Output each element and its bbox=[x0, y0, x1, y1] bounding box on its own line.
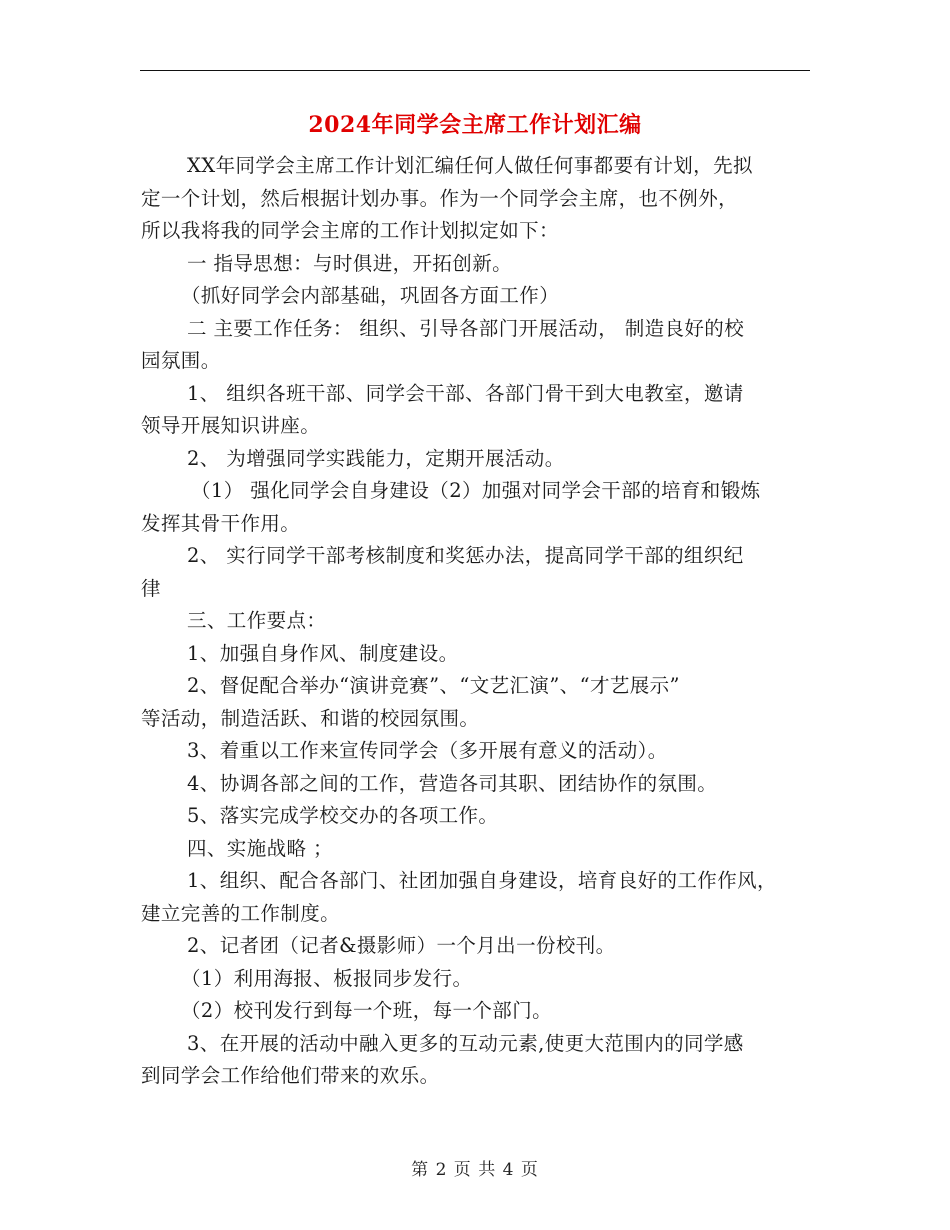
body-line: 三、工作要点： bbox=[187, 609, 327, 632]
body-line: 领导开展知识讲座。 bbox=[141, 414, 321, 437]
body-line: 发挥其骨干作用。 bbox=[141, 511, 301, 535]
body-line: 4、协调各部之间的工作，营造各司其职、团结协作的氛围。 bbox=[187, 771, 718, 795]
page-footer: 第 2 页 共 4 页 bbox=[411, 1160, 539, 1180]
body-line: 定一个计划，然后根据计划办事。作为一个同学会主席，也不例外， bbox=[141, 186, 739, 210]
body-line: 3、着重以工作来宣传同学会（多开展有意义的活动）。 bbox=[187, 739, 668, 762]
body-line: （2）校刊发行到每一个班，每一个部门。 bbox=[181, 999, 553, 1022]
body-line: 律 bbox=[141, 576, 161, 600]
body-line: 3、在开展的活动中融入更多的互动元素,使更大范围内的同学感 bbox=[187, 1031, 744, 1055]
body-line: （抓好同学会内部基础，巩固各方面工作） bbox=[181, 284, 560, 307]
body-line: 等活动，制造活跃、和谐的校园氛围。 bbox=[141, 706, 480, 730]
body-line: 5、落实完成学校交办的各项工作。 bbox=[187, 804, 499, 827]
body-line: （1） 强化同学会自身建设（2）加强对同学会干部的培育和锻炼 bbox=[191, 479, 761, 502]
document-body bbox=[141, 150, 821, 1093]
document-title: 2024年同学会主席工作计划汇编 bbox=[308, 112, 642, 138]
body-line: 到同学会工作给他们带来的欢乐。 bbox=[141, 1064, 440, 1087]
body-line: （1）利用海报、板报同步发行。 bbox=[181, 966, 473, 990]
body-line: 建立完善的工作制度。 bbox=[141, 901, 341, 925]
body-line: XX年同学会主席工作计划汇编任何人做任何事都要有计划，先拟 bbox=[187, 154, 753, 177]
body-line: 2、督促配合举办“演讲竞赛”、“文艺汇演”、“才艺展示” bbox=[187, 674, 680, 697]
body-line: 1、 组织各班干部、同学会干部、各部门骨干到大电教室，邀请 bbox=[187, 381, 744, 405]
body-line: 1、加强自身作风、制度建设。 bbox=[187, 641, 459, 665]
body-line: 一 指导思想：与时俱进，开拓创新。 bbox=[187, 251, 512, 275]
body-line: 所以我将我的同学会主席的工作计划拟定如下： bbox=[141, 219, 559, 242]
body-line: 园氛围。 bbox=[141, 349, 221, 372]
header-rule bbox=[140, 70, 810, 71]
body-line: 四、实施战略 ； bbox=[187, 836, 333, 860]
body-line: 1、组织、配合各部门、社团加强自身建设，培育良好的工作作风， bbox=[187, 869, 777, 892]
body-line: 二 主要工作任务： 组织、引导各部门开展活动， 制造良好的校 bbox=[187, 316, 745, 340]
body-line: 2、记者团（记者&摄影师）一个月出一份校刊。 bbox=[187, 934, 616, 957]
body-line: 2、 为增强同学实践能力，定期开展活动。 bbox=[187, 446, 565, 470]
body-line: 2、 实行同学干部考核制度和奖惩办法，提高同学干部的组织纪 bbox=[187, 544, 744, 567]
